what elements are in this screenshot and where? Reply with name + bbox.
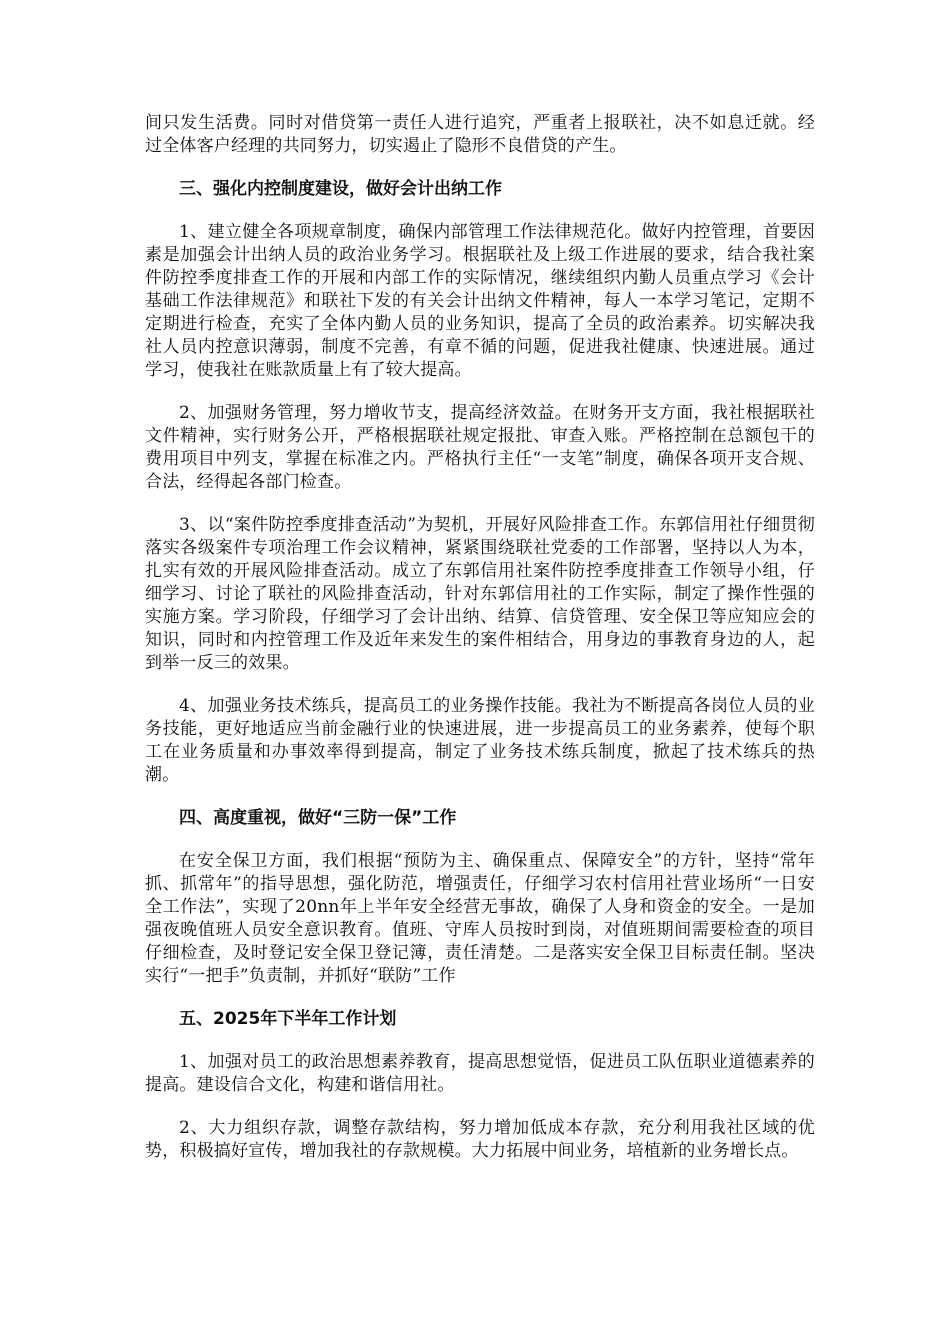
section-heading-3: 三、强化内控制度建设，做好会计出纳工作 [179,179,502,199]
paragraph-3-3: 3、以“案件防控季度排查活动”为契机，开展好风险排查工作。东郭信用社仔细贯彻落实各级案件专项治理工作会议精神，紧紧围绕联社党委的工作部署，坚持以人为本，扎实有效的开展风险排查活动。成立了东郭信用社案件防控季度排查工作领导小组，仔细学习、讨论了联社的风险排查活动，针对东郭信用社的工作实际，制定了操作性强的实施方案。学习阶段，仔细学习了会计出纳、结算、信贷管理、安全保卫等应知应会的知识，同时和内控管理工作及近年来发生的案件相结合，用身边的事教育身边的人，起到举一反三的效果。 [145,515,815,673]
paragraph-3-1: 1、建立健全各项规章制度，确保内部管理工作法律规范化。做好内控管理，首要因素是加强会计出纳人员的政治业务学习。根据联社及上级工作进展的要求，结合我社案件防控季度排查工作的开展和内部工作的实际情况，继续组织内勤人员重点学习《会计基础工作法律规范》和联社下发的有关会计出纳文件精神，每人一本学习笔记，定期不定期进行检查，充实了全体内勤人员的业务知识，提高了全员的政治素养。切实解决我社人员内控意识薄弱，制度不完善，有章不循的问题，促进我社健康、快速进展。通过学习，使我社在账款质量上有了较大提高。 [145,222,815,380]
section-heading-5: 五、2025年下半年工作计划 [179,1009,397,1029]
paragraph-4-1: 在安全保卫方面，我们根据“预防为主、确保重点、保障安全”的方针，坚持“常年抓、抓常年”的指导思想，强化防范，增强责任，仔细学习农村信用社营业场所“一日安全工作法”，实现了20nn年上半年安全经营无事故，确保了人身和资金的安全。一是加强夜晚值班人员安全意识教育。值班、守库人员按时到岗，对值班期间需要检查的项目仔细检查，及时登记安全保卫登记簿，责任清楚。二是落实安全保卫目标责任制。坚决实行“一把手”负责制，并抓好“联防”工作 [145,851,815,986]
paragraph-5-2: 2、大力组织存款，调整存款结构，努力增加低成本存款，充分利用我社区域的优势，积极搞好宣传，增加我社的存款规模。大力拓展中间业务，培植新的业务增长点。 [145,1118,815,1161]
paragraph-3-2: 2、加强财务管理，努力增收节支，提高经济效益。在财务开支方面，我社根据联社文件精神，实行财务公开，严格根据联社规定报批、审查入账。严格控制在总额包干的费用项目中列支，掌握在标准之内。严格执行主任“一支笔”制度，确保各项开支合规、合法，经得起各部门检查。 [145,403,815,492]
paragraph-3-4: 4、加强业务技术练兵，提高员工的业务操作技能。我社为不断提高各岗位人员的业务技能，更好地适应当前金融行业的快速进展，进一步提高员工的业务素养，使每个职工在业务质量和办事效率得到提高，制定了业务技术练兵制度，掀起了技术练兵的热潮。 [145,696,815,785]
section-heading-4: 四、高度重视，做好“三防一保”工作 [179,808,457,828]
document-page [145,112,815,1163]
paragraph-continued: 间只发生活费。同时对借贷第一责任人进行追究，严重者上报联社，决不如息迁就。经过全体客户经理的共同努力，切实遏止了隐形不良借贷的产生。 [145,113,815,156]
paragraph-5-1: 1、加强对员工的政治思想素养教育，提高思想觉悟，促进员工队伍职业道德素养的提高。建设信合文化，构建和谐信用社。 [145,1052,815,1095]
